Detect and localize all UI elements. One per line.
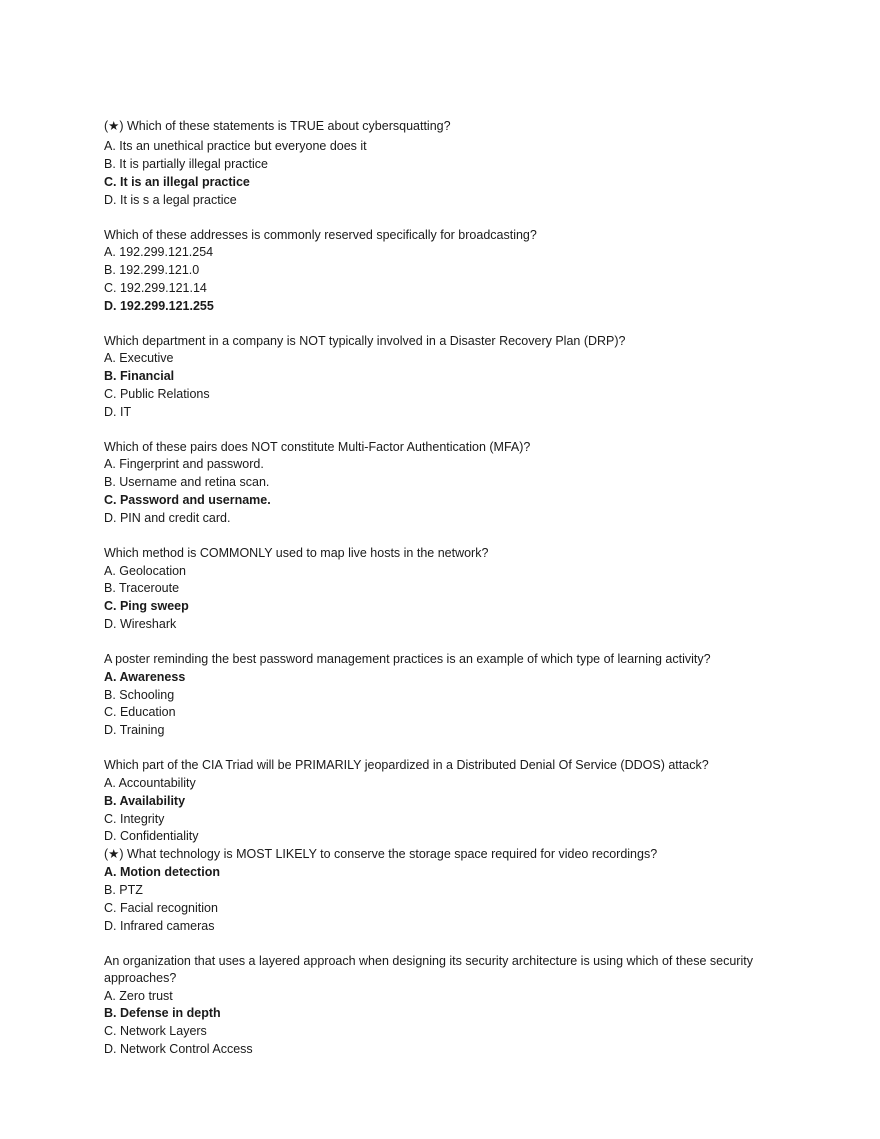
answer-option-correct: A. Awareness bbox=[104, 669, 186, 684]
answer-option-correct: A. Motion detection bbox=[104, 864, 220, 879]
answer-option-correct: C. Password and username. bbox=[104, 493, 271, 508]
answer-option: D. It is s a legal practice bbox=[104, 192, 237, 207]
answer-option: A. Accountability bbox=[104, 775, 196, 790]
answer-option: C. Network Layers bbox=[104, 1024, 207, 1039]
answer-option: D. Wireshark bbox=[104, 617, 177, 632]
answer-option: D. IT bbox=[104, 404, 132, 419]
answer-option-correct: C. It is an illegal practice bbox=[104, 174, 250, 189]
answer-option: C. 192.299.121.14 bbox=[104, 280, 207, 295]
question-text: Which department in a company is NOT typically involved in a Disaster Recovery Plan (DRP)? bbox=[104, 333, 626, 348]
answer-option-correct: B. Financial bbox=[104, 369, 175, 384]
answer-option: D. Training bbox=[104, 723, 165, 738]
question-block bbox=[104, 651, 794, 740]
answer-option: B. It is partially illegal practice bbox=[104, 156, 268, 171]
answer-option: B. Schooling bbox=[104, 687, 175, 702]
answer-option: D. Infrared cameras bbox=[104, 918, 215, 933]
question-text: Which of these pairs does NOT constitute Multi-Factor Authentication (MFA)? bbox=[104, 439, 531, 454]
question-text: (★) Which of these statements is TRUE about cybersquatting? bbox=[104, 119, 451, 133]
question-block bbox=[104, 757, 794, 846]
question-block bbox=[104, 119, 794, 210]
answer-option: A. Geolocation bbox=[104, 563, 186, 578]
question-block bbox=[104, 846, 794, 935]
answer-option: B. PTZ bbox=[104, 882, 143, 897]
answer-option: B. Username and retina scan. bbox=[104, 475, 270, 490]
answer-option-correct: B. Defense in depth bbox=[104, 1006, 221, 1021]
question-block bbox=[104, 227, 794, 316]
answer-option: C. Integrity bbox=[104, 811, 165, 826]
answer-option: A. 192.299.121.254 bbox=[104, 245, 214, 260]
answer-option: C. Public Relations bbox=[104, 387, 210, 402]
question-text: Which of these addresses is commonly reserved specifically for broadcasting? bbox=[104, 227, 537, 242]
answer-option-correct: D. 192.299.121.255 bbox=[104, 298, 214, 313]
question-list bbox=[104, 119, 794, 1059]
question-block bbox=[104, 953, 794, 1060]
question-block bbox=[104, 439, 794, 528]
answer-option-correct: B. Availability bbox=[104, 793, 186, 808]
answer-option: A. Executive bbox=[104, 351, 174, 366]
answer-option: C. Education bbox=[104, 705, 176, 720]
answer-option: C. Facial recognition bbox=[104, 900, 218, 915]
question-text: An organization that uses a layered approach when designing its security architecture is using which of these security approaches? bbox=[104, 953, 753, 985]
question-block bbox=[104, 545, 794, 634]
answer-option: B. 192.299.121.0 bbox=[104, 263, 200, 278]
question-text: Which method is COMMONLY used to map live hosts in the network? bbox=[104, 546, 489, 560]
answer-option: A. Fingerprint and password. bbox=[104, 457, 264, 472]
question-text: A poster reminding the best password management practices is an example of which type of learning activity? bbox=[104, 652, 711, 667]
question-block bbox=[104, 333, 794, 422]
answer-option: D. Network Control Access bbox=[104, 1042, 253, 1057]
answer-option: D. Confidentiality bbox=[104, 829, 199, 844]
question-text: (★) What technology is MOST LIKELY to conserve the storage space required for video recordings? bbox=[104, 847, 658, 862]
question-text: Which part of the CIA Triad will be PRIMARILY jeopardized in a Distributed Denial Of Service (DDOS) attack? bbox=[104, 758, 709, 773]
answer-option: B. Traceroute bbox=[104, 581, 180, 596]
answer-option: A. Zero trust bbox=[104, 988, 173, 1003]
answer-option-correct: C. Ping sweep bbox=[104, 599, 189, 614]
answer-option: D. PIN and credit card. bbox=[104, 511, 231, 526]
answer-option: A. Its an unethical practice but everyone does it bbox=[104, 139, 367, 153]
